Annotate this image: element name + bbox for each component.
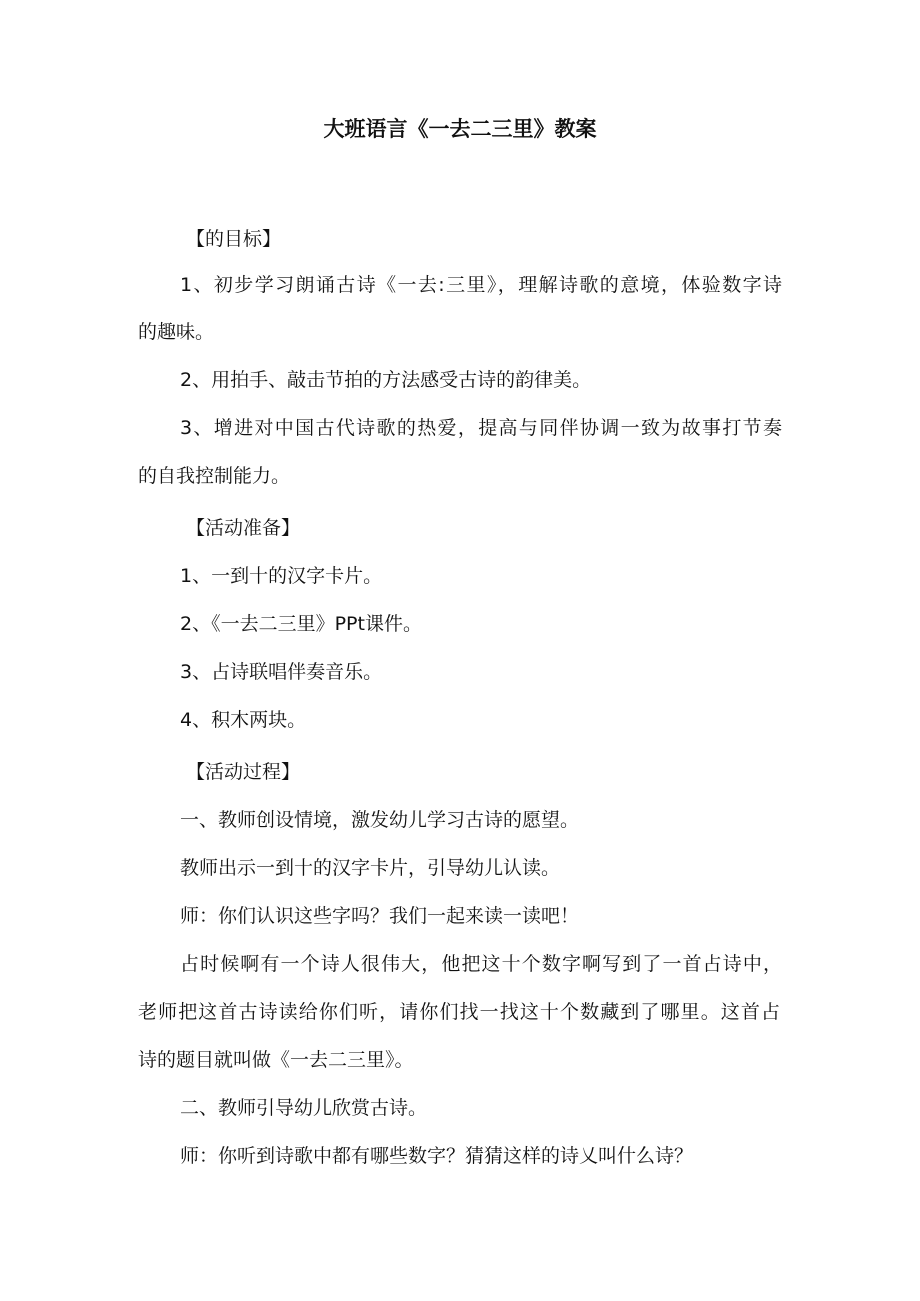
list-item: 1、一到十的汉字卡片。 — [180, 565, 383, 587]
paragraph-line: 师：你们认识这些字吗？我们一起来读一读吧！ — [180, 905, 580, 927]
paragraph-line: 的趣味。 — [138, 321, 215, 343]
document-title: 大班语言《一去二三里》教案 — [323, 117, 597, 141]
paragraph-line: 教师出示一到十的汉字卡片，引导幼儿认读。 — [180, 857, 561, 879]
paragraph-line: 一、教师创设情境，激发幼儿学习古诗的愿望。 — [180, 809, 580, 831]
paragraph-line: 师：你听到诗歌中都有哪些数字？猜猜这样的诗乂叫什么诗？ — [180, 1145, 694, 1167]
list-item: 3、占诗联唱伴奏音乐。 — [180, 661, 383, 683]
section-heading-goals: 【的目标】 — [186, 228, 282, 250]
paragraph-line: 的自我控制能力。 — [138, 465, 291, 487]
paragraph-line: 二、教师引导幼儿欣赏古诗。 — [180, 1097, 428, 1119]
paragraph-line: 老师把这首古诗读给你们听，请你们找一找这十个数藏到了哪里。这首占 — [138, 1001, 780, 1023]
section-heading-preparation: 【活动准备】 — [186, 517, 301, 539]
paragraph-line: 占时候啊有一个诗人很伟大，他把这十个数字啊写到了一首占诗中， — [180, 953, 782, 975]
paragraph-line: 2、用拍手、敲击节拍的方法感受古诗的韵律美。 — [180, 369, 592, 391]
list-item: 2、《一去二三里》PPt课件。 — [180, 613, 422, 635]
section-heading-process: 【活动过程】 — [186, 761, 301, 783]
paragraph-line: 3、增进对中国古代诗歌的热爱，提高与同伴协调一致为故事打节奏 — [180, 417, 782, 439]
list-item: 4、积木两块。 — [180, 709, 307, 731]
paragraph-line: 1、初步学习朗诵古诗《一去:三里》，理解诗歌的意境，体验数字诗 — [180, 274, 782, 296]
paragraph-line: 诗的题目就叫做《一去二三里》。 — [138, 1049, 414, 1071]
